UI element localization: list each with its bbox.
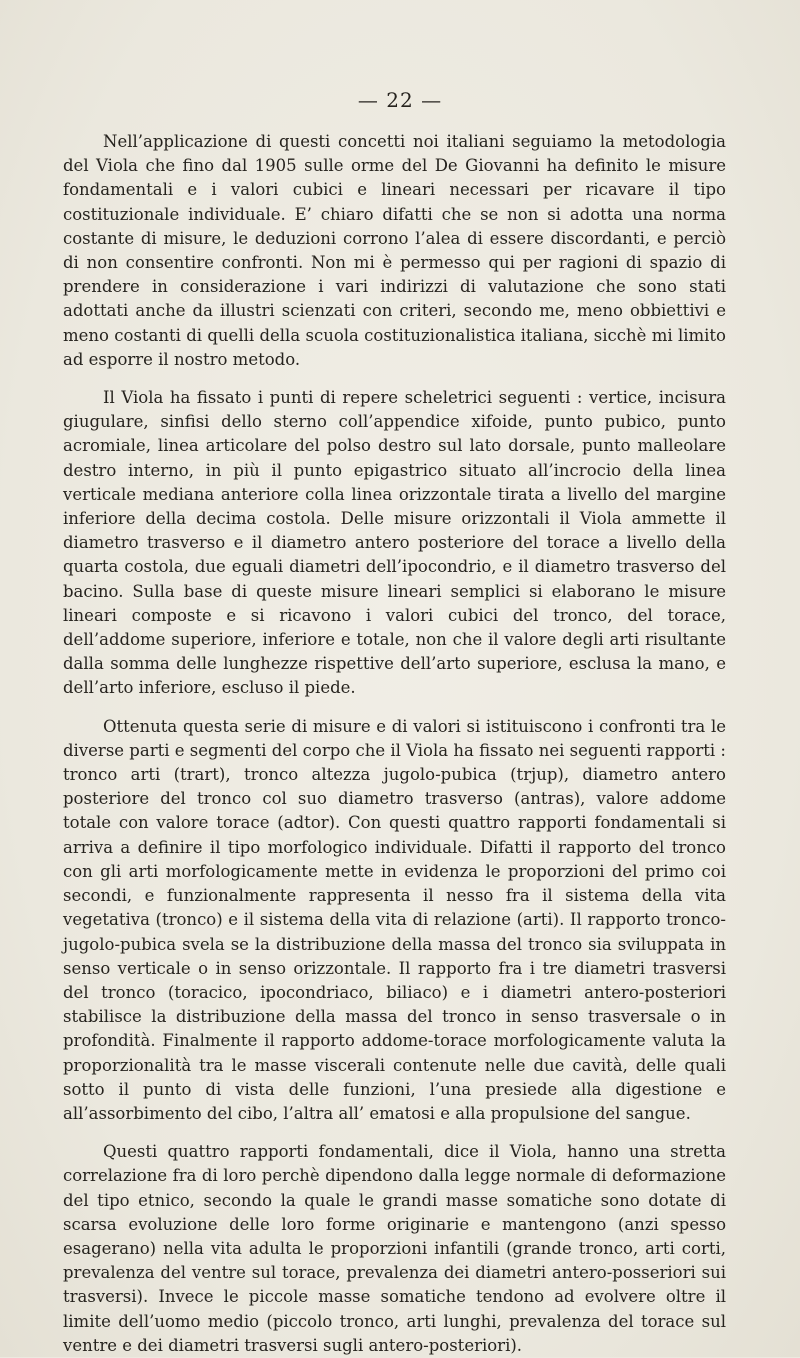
paragraph-1: Nell’applicazione di questi concetti noi italiani seguiamo la metodologia del Viola che fino dal 1905 sulle orme del De Giovanni ha definito le misure fondamentali e i valori cubici e lineari necessari per ricavare il tipo costituzionale individuale. E’ chiaro difatti che se non si adotta una norma costante di misure, le deduzioni corrono l’alea di essere discordanti, e perciò di non consentire confronti. Non mi è permesso qui per ragioni di spazio di prendere in considerazione i vari indirizzi di valutazione che sono stati adottati anche da illustri scienzati con criteri, secondo me, meno obbiettivi e meno costanti di quelli della scuola costituzionalistica italiana, sicchè mi limito ad esporre il nostro metodo. xyxy=(63,132,726,369)
paragraph-4: Questi quattro rapporti fondamentali, dice il Viola, hanno una stretta correlazione fra di loro perchè dipendono dalla legge normale di deformazione del tipo etnico, secondo la quale le grandi masse somatiche sono dotate di scarsa evoluzione delle loro forme originarie e mantengono (anzi spesso esagerano) nella vita adulta le proporzioni infantili (grande tronco, arti corti, prevalenza del ventre sul torace, prevalenza dei diametri antero-posseriori sui trasversi). Invece le piccole masse somatiche tendono ad evolvere oltre il limite dell’uomo medio (piccolo tronco, arti lunghi, prevalenza del torace sul ventre e dei diametri trasversi sugli antero-posteriori). xyxy=(63,1142,726,1355)
paragraph-3: Ottenuta questa serie di misure e di valori si istituiscono i confronti tra le diverse parti e segmenti del corpo che il Viola ha fissato nei seguenti rapporti : tronco arti (trart), tronco altezza jugolo-pubica (trjup), diametro antero posteriore del tronco col suo diametro trasverso (antras), valore addome totale con valore torace (adtor). Con questi quattro rapporti fondamentali si arriva a definire il tipo morfologico individuale. Difatti il rapporto del tronco con gli arti morfologicamente mette in evidenza le proporzioni del primo coi secondi, e funzionalmente rappresenta il nesso fra il sistema della vita vegetativa (tronco) e il sistema della vita di relazione (arti). Il rapporto tronco-jugolo-pubica svela se la distribuzione della massa del tronco sia sviluppata in senso verticale o in senso orizzontale. Il rapporto fra i tre diametri trasversi del tronco (toracico, ipocondriaco, biliaco) e i diametri antero-posteriori stabilisce la distribuzione della massa del tronco in senso trasversale o in profondità. Finalmente il rapporto addome-torace morfologicamente valuta la proporzionalità tra le masse viscerali contenute nelle due cavità, delle quali sotto il punto di vista delle funzioni, l’una presiede alla digestione e all’assorbimento del cibo, l’altra all’ ematosi e alla propulsione del sangue. xyxy=(63,716,726,1123)
paragraph-2: Il Viola ha fissato i punti di repere scheletrici seguenti : vertice, incisura giugulare, sinfisi dello sterno coll’appendice xifoide, punto pubico, punto acromiale, linea articolare del polso destro sul lato dorsale, punto malleolare destro interno, in più il punto epigastrico situato all’incrocio della linea verticale mediana anteriore colla linea orizzontale tirata a livello del margine inferiore della decima costola. Delle misure orizzontali il Viola ammette il diametro trasverso e il diametro antero posteriore del torace a livello della quarta costola, due eguali diametri dell’ipocondrio, e il diametro trasverso del bacino. Sulla base di queste misure lineari semplici si elaborano le misure lineari composte e si ricavono i valori cubici del tronco, del torace, dell’addome superiore, inferiore e totale, non che il valore degli arti risultante dalla somma delle lunghezze rispettive dell’arto superiore, esclusa la mano, e dell’arto inferiore, escluso il piede. xyxy=(63,388,726,698)
page-number: — 22 — xyxy=(357,88,443,112)
body-text xyxy=(63,130,726,1358)
